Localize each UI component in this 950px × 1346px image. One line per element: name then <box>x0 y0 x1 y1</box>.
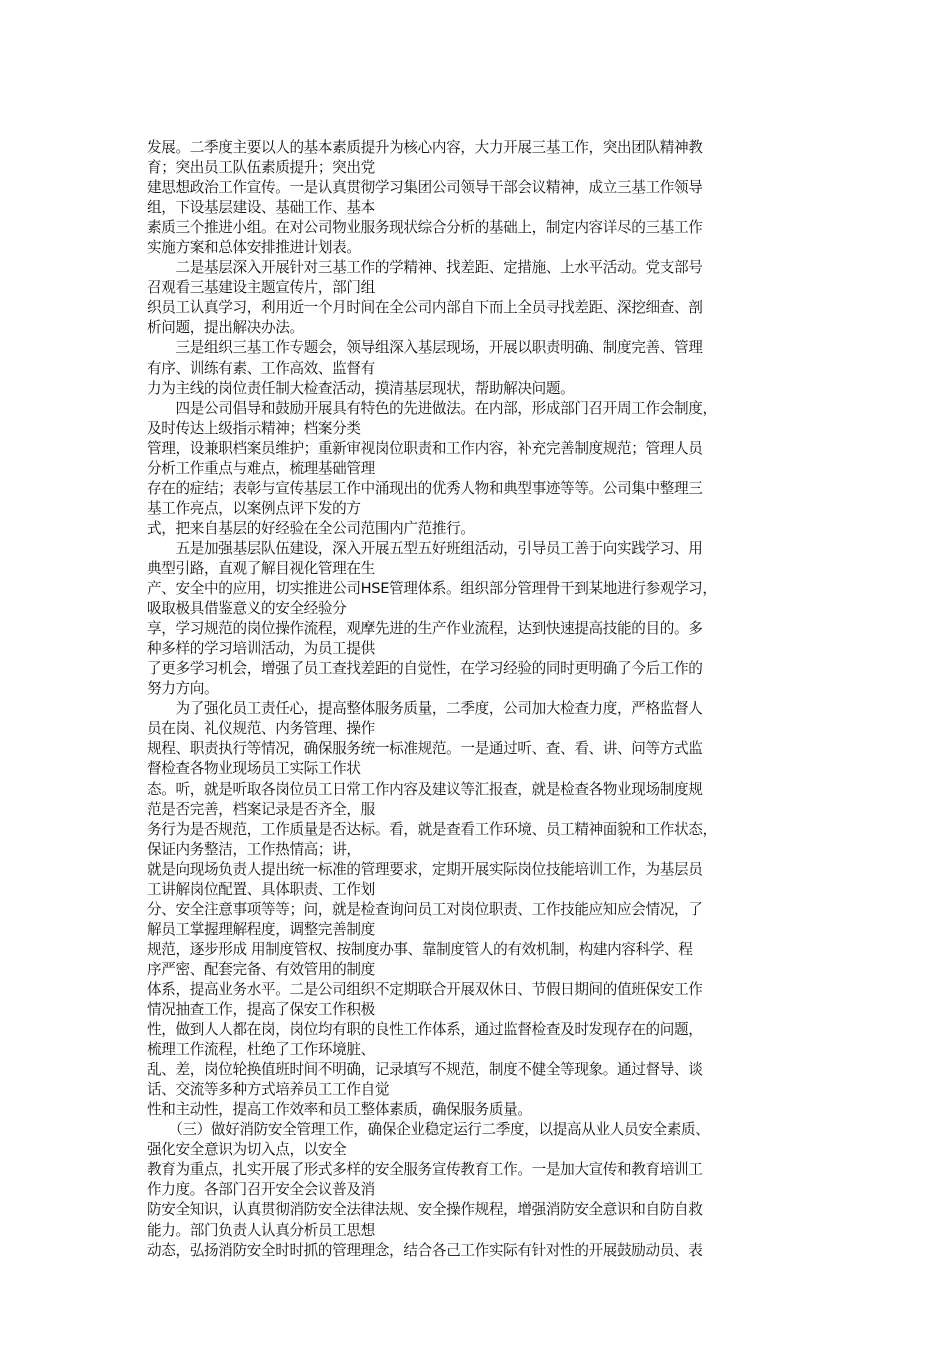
text-line: 发展。二季度主要以人的基本素质提升为核心内容，大力开展三基工作，突出团队精神教 <box>147 139 703 156</box>
text-line: 解员工掌握理解程度，调整完善制度 <box>147 920 375 938</box>
text-line: 产、安全中的应用，切实推进公司HSE管理体系。组织部分管理骨干到某地进行参观学习， <box>147 580 717 598</box>
text-line: 范是否完善，档案记录是否齐全，服 <box>147 800 375 818</box>
text-line: 管理，设兼职档案员维护；重新审视岗位职责和工作内容，补充完善制度规范；管理人员 <box>147 439 703 457</box>
text-line: 就是向现场负责人提出统一标准的管理要求，定期开展实际岗位技能培训工作，为基层员 <box>147 860 703 878</box>
text-line: 实施方案和总体安排推进计划表。 <box>147 239 361 257</box>
text-line: 性和主动性，提高工作效率和员工整体素质，确保服务质量。 <box>147 1101 532 1119</box>
text-line: 员在岗、礼仪规范、内务管理、操作 <box>147 720 375 738</box>
text-line: 力为主线的岗位责任制大检查活动，摸清基层现状，帮助解决问题。 <box>147 379 575 397</box>
text-line: 三是组织三基工作专题会，领导组深入基层现场，开展以职责明确、制度完善、管理 <box>147 339 703 357</box>
text-line: 分析工作重点与难点，梳理基础管理 <box>147 459 375 477</box>
text-line: 务行为是否规范，工作质量是否达标。看，就是查看工作环境、员工精神面貌和工作状态， <box>147 820 717 838</box>
text-line: 动态，弘扬消防安全时时抓的管理理念，结合各己工作实际有针对性的开展鼓励动员、表 <box>147 1241 703 1259</box>
text-line: 能力。部门负责人认真分析员工思想 <box>147 1221 375 1239</box>
text-line: 教育为重点，扎实开展了形式多样的安全服务宣传教育工作。一是加大宣传和教育培训工 <box>147 1161 703 1179</box>
text-line: 组，下设基层建设、基础工作、基本 <box>147 199 375 217</box>
text-line: 及时传达上级指示精神；档案分类 <box>147 419 361 437</box>
text-line: 梳理工作流程，杜绝了工作环境脏、 <box>147 1041 375 1059</box>
text-line: 情况抽查工作，提高了保安工作积极 <box>147 1001 375 1019</box>
text-line: （三）做好消防安全管理工作，确保企业稳定运行二季度，以提高从业人员安全素质、 <box>147 1121 710 1139</box>
text-line: 工讲解岗位配置、具体职责、工作划 <box>147 880 375 898</box>
text-line: 种多样的学习培训活动，为员工提供 <box>147 640 375 658</box>
text-line: 素质三个推进小组。在对公司物业服务现状综合分析的基础上，制定内容详尽的三基工作 <box>147 219 703 237</box>
text-line: 有序、训练有素、工作高效、监督有 <box>147 359 375 377</box>
text-line: 序严密、配套完备、有效管用的制度 <box>147 960 375 978</box>
text-line: 析问题，提出解决办法。 <box>147 319 304 337</box>
text-line: 四是公司倡导和鼓励开展具有特色的先进做法。在内部，形成部门召开周工作会制度， <box>147 399 717 417</box>
text-line: 召观看三基建设主题宣传片，部门组 <box>147 279 375 297</box>
text-line: 建思想政治工作宣传。一是认真贯彻学习集团公司领导干部会议精神，成立三基工作领导 <box>147 179 703 197</box>
text-line: 二是基层深入开展针对三基工作的学精神、找差距、定措施、上水平活动。党支部号 <box>147 259 703 277</box>
text-line: 吸取极具借鉴意义的安全经验分 <box>147 600 347 618</box>
text-line: 基工作亮点，以案例点评下发的方 <box>147 499 361 517</box>
text-line: 督检查各物业现场员工实际工作状 <box>147 760 361 778</box>
text-line: 乱、差，岗位轮换值班时间不明确，记录填写不规范，制度不健全等现象。通过督导、谈 <box>147 1061 703 1079</box>
text-line: 织员工认真学习，利用近一个月时间在全公司内部自下而上全员寻找差距、深挖细查、剖 <box>147 299 703 317</box>
text-line: 保证内务整洁，工作热情高；讲， <box>147 840 361 858</box>
text-line: 规范，逐步形成 用制度管权、按制度办事、靠制度管人的有效机制，构建内容科学、程 <box>147 940 693 958</box>
text-line: 五是加强基层队伍建设，深入开展五型五好班组活动，引导员工善于向实践学习、用 <box>147 539 703 557</box>
text-line: 体系，提高业务水平。二是公司组织不定期联合开展双休日、节假日期间的值班保安工作 <box>147 980 703 998</box>
text-line: 努力方向。 <box>147 680 219 698</box>
document-body <box>147 138 807 1261</box>
text-line: 防安全知识，认真贯彻消防安全法律法规、安全操作规程，增强消防安全意识和自防自救 <box>147 1201 703 1219</box>
text-line: 态。听，就是听取各岗位员工日常工作内容及建议等汇报查，就是检查各物业现场制度规 <box>147 780 703 798</box>
text-line: 分、安全注意事项等等；问，就是检查询问员工对岗位职责、工作技能应知应会情况，了 <box>147 900 703 918</box>
text-line: 强化安全意识为切入点，以安全 <box>147 1141 347 1159</box>
text-line: 性，做到人人都在岗，岗位均有职的良性工作体系，通过监督检查及时发现存在的问题， <box>147 1021 703 1039</box>
text-line: 典型引路，直观了解目视化管理在生 <box>147 559 375 577</box>
text-line: 式，把来自基层的好经验在全公司范围内广范推行。 <box>147 519 475 537</box>
text-line: 享，学习规范的岗位操作流程，观摩先进的生产作业流程，达到快速提高技能的目的。多 <box>147 620 703 638</box>
text-line: 作力度。各部门召开安全会议普及消 <box>147 1181 375 1199</box>
text-line: 育；突出员工队伍素质提升；突出党 <box>147 159 375 177</box>
text-line: 为了强化员工责任心，提高整体服务质量，二季度，公司加大检查力度，严格监督人 <box>147 700 703 718</box>
text-line: 存在的症结；表彰与宣传基层工作中涌现出的优秀人物和典型事迹等等。公司集中整理三 <box>147 479 703 497</box>
text-line: 话、交流等多种方式培养员工工作自觉 <box>147 1081 390 1099</box>
text-line: 规程、职责执行等情况，确保服务统一标准规范。一是通过听、查、看、讲、问等方式监 <box>147 740 703 758</box>
text-line: 了更多学习机会，增强了员工查找差距的自觉性，在学习经验的同时更明确了今后工作的 <box>147 660 703 678</box>
